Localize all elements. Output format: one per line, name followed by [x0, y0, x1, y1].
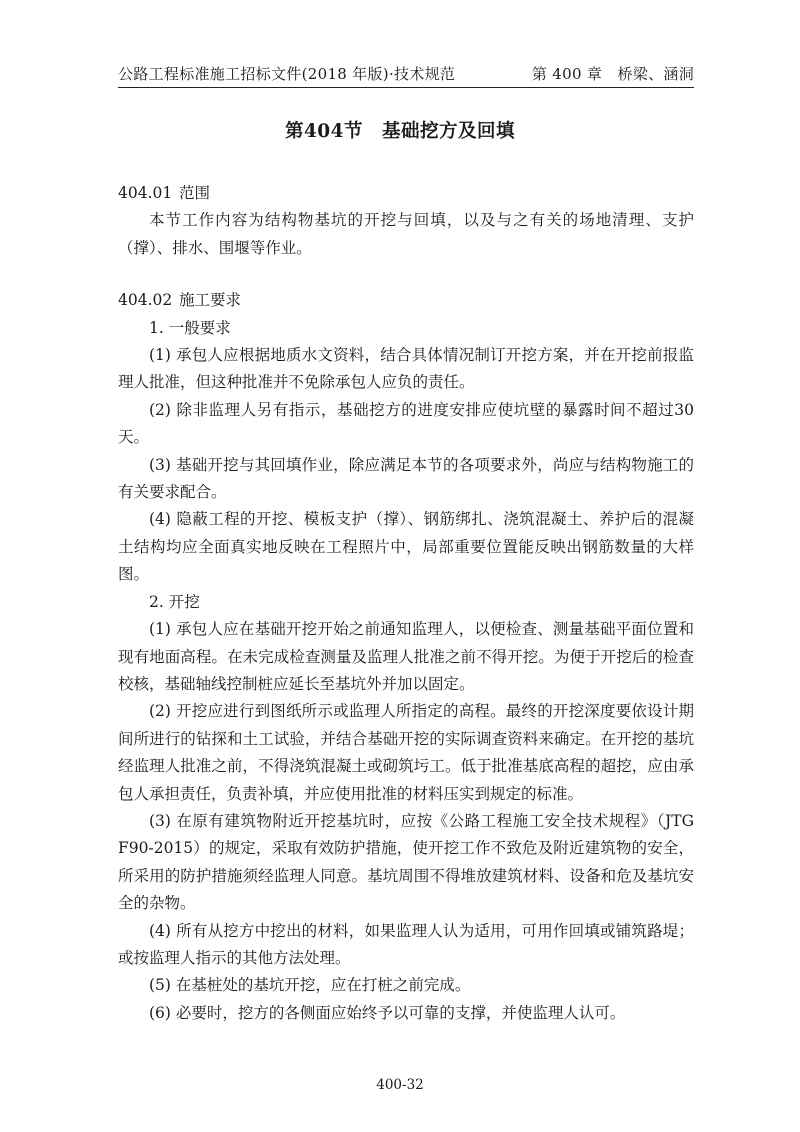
section-heading	[118, 287, 694, 314]
header-chapter-title: 第 400 章 桥梁、涵洞	[531, 65, 694, 83]
page-body	[118, 180, 694, 1027]
subsection-heading-excavation: 2. 开挖	[149, 592, 200, 611]
paragraph: 本节工作内容为结构物基坑的开挖与回填，以及与之有关的场地清理、支护（撑）、排水、围堰等作业。	[118, 211, 694, 257]
section-number: 404.02	[118, 291, 173, 310]
page-number: 400-32	[376, 1077, 424, 1093]
paragraph: (4) 隐蔽工程的开挖、模板支护（撑）、钢筋绑扎、浇筑混凝土、养护后的混凝土结构均应全面真实地反映在工程照片中，局部重要位置能反映出钢筋数量的大样图。	[118, 510, 694, 584]
section-heading-text: 范围	[178, 184, 210, 202]
section-heading-text: 施工要求	[178, 291, 241, 310]
paragraph: (2) 除非监理人另有指示，基础挖方的进度安排应使坑壁的暴露时间不超过30天。	[118, 400, 694, 447]
paragraph: (3) 在原有建筑物附近开挖基坑时，应按《公路工程施工安全技术规程》（JTG F90-2015）的规定，采取有效防护措施，使开挖工作不致危及附近建筑物的安全，所采用的防护措施须经监理人同意。基坑周围不得堆放建筑材料、设备和危及基坑安全的杂物。	[118, 811, 694, 913]
paragraph: (4) 所有从挖方中挖出的材料，如果监理人认为适用，可用作回填或铺筑路堤；或按监理人指示的其他方法处理。	[118, 921, 694, 967]
subsection-heading-general: 1. 一般要求	[149, 318, 231, 337]
paragraph: (1) 承包人应根据地质水文资料，结合具体情况制订开挖方案，并在开挖前报监理人批准，但这种批准并不免除承包人应负的责任。	[118, 346, 694, 392]
paragraph: (2) 开挖应进行到图纸所示或监理人所指定的高程。最终的开挖深度要依设计期间所进行的钻探和土工试验，并结合基础开挖的实际调查资料来确定。在开挖的基坑经监理人批准之前，不得浇筑混凝土或砌筑圬工。低于批准基底高程的超挖，应由承包人承担责任，负责补填，并应使用批准的材料压实到规定的标准。	[118, 702, 694, 803]
paragraph: (3) 基础开挖与其回填作业，除应满足本节的各项要求外，尚应与结构物施工的有关要求配合。	[118, 455, 694, 502]
section-404-02	[118, 287, 694, 1027]
paragraph: (5) 在基桩处的基坑开挖，应在打桩之前完成。	[149, 976, 471, 995]
section-title: 第404节 基础挖方及回填	[284, 121, 516, 142]
section-heading	[118, 180, 694, 207]
section-404-01	[118, 180, 694, 262]
paragraph: (1) 承包人应在基础开挖开始之前通知监理人，以便检查、测量基础平面位置和现有地面高程。在未完成检查测量及监理人批准之前不得开挖。为便于开挖后的检查校核，基础轴线控制桩应延长至基坑外并加以固定。	[118, 620, 694, 693]
paragraph: (6) 必要时，挖方的各侧面应始终予以可靠的支撑，并使监理人认可。	[149, 1003, 626, 1022]
running-header	[118, 58, 694, 88]
header-document-title: 公路工程标准施工招标文件(2018 年版)·技术规范	[118, 65, 456, 83]
section-number: 404.01	[118, 184, 173, 202]
